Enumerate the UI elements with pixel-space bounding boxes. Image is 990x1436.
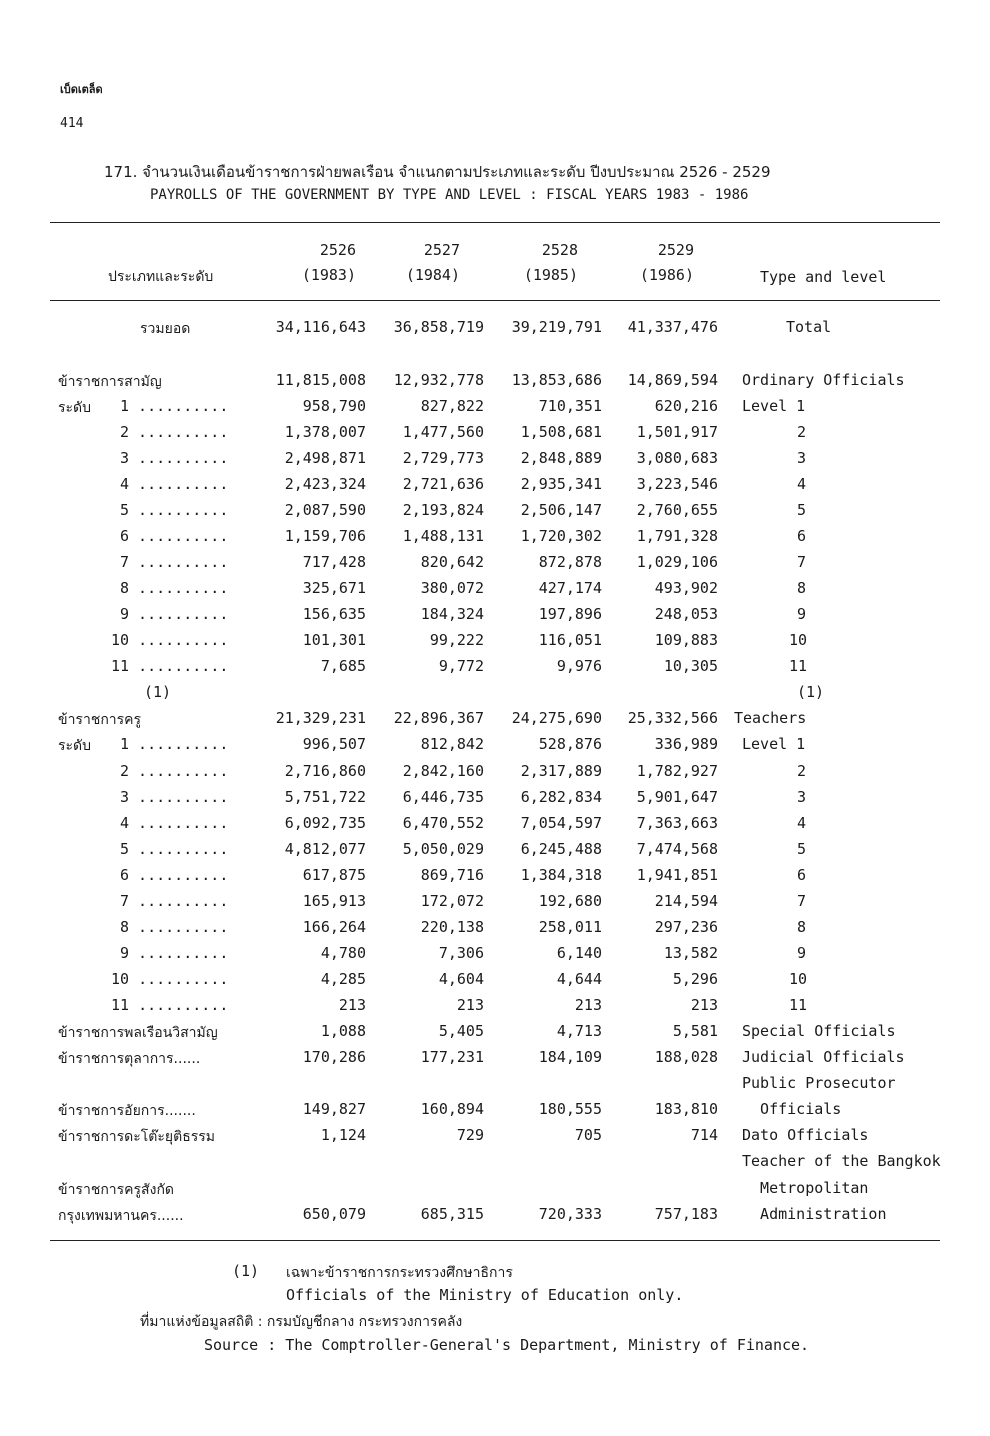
cell-value-year-2: 2,729,773 — [402, 449, 484, 467]
table-row — [0, 318, 990, 344]
cell-value-year-3: 6,140 — [556, 944, 602, 962]
row-label-english: 2 — [797, 423, 807, 441]
cell-value-year-3: 213 — [574, 996, 602, 1014]
row-level: 3 .......... — [120, 788, 229, 806]
table-row — [0, 918, 990, 944]
cell-value-year-2: 5,050,029 — [402, 840, 484, 858]
table-row — [0, 866, 990, 892]
row-level: 7 .......... — [120, 892, 229, 910]
cell-value-year-2: 36,858,719 — [393, 318, 484, 336]
row-label-english: 3 — [797, 788, 807, 806]
cell-value-year-2: 729 — [456, 1126, 484, 1144]
table-row — [0, 1152, 990, 1178]
cell-value-year-1: 325,671 — [302, 579, 366, 597]
row-label-english: 4 — [797, 814, 807, 832]
cell-value-year-4: 13,582 — [663, 944, 718, 962]
row-label-english: Level 1 — [742, 735, 806, 753]
cell-value-year-2: 2,193,824 — [402, 501, 484, 519]
table-title-english: PAYROLLS OF THE GOVERNMENT BY TYPE AND LEVEL : FISCAL YEARS 1983 - 1986 — [150, 187, 749, 203]
cell-value-year-3: 872,878 — [538, 553, 602, 571]
cell-value-year-3: 2,848,889 — [520, 449, 602, 467]
cell-value-year-4: 5,296 — [672, 970, 718, 988]
row-label-english: 7 — [797, 553, 807, 571]
cell-value-year-4: 41,337,476 — [627, 318, 718, 336]
header-rule — [50, 300, 940, 301]
row-level: 4 .......... — [120, 814, 229, 832]
row-level: 7 .......... — [120, 553, 229, 571]
cell-value-year-3: 9,976 — [556, 657, 602, 675]
type-level-label-english: Type and level — [760, 268, 887, 286]
table-row — [0, 788, 990, 814]
cell-value-year-2: 869,716 — [420, 866, 484, 884]
source-thai: ที่มาแห่งข้อมูลสถิติ : กรมบัญชีกลาง กระทรวงการคลัง — [140, 1314, 463, 1330]
year-th-2526: 2526 — [319, 241, 356, 259]
cell-value-year-4: 1,782,927 — [636, 762, 718, 780]
cell-value-year-2: 380,072 — [420, 579, 484, 597]
cell-value-year-3: 710,351 — [538, 397, 602, 415]
row-level: 3 .......... — [120, 449, 229, 467]
footnote-marker: (1) — [232, 1262, 260, 1280]
cell-value-year-1: 2,423,324 — [284, 475, 366, 493]
cell-value-year-4: 183,810 — [654, 1100, 718, 1118]
table-row — [0, 579, 990, 605]
cell-value-year-3: 24,275,690 — [511, 709, 602, 727]
cell-value-year-1: 4,285 — [320, 970, 366, 988]
cell-value-year-1: 21,329,231 — [275, 709, 366, 727]
year-en-1986: (1986) — [639, 266, 694, 284]
cell-value-year-1: 2,087,590 — [284, 501, 366, 519]
cell-value-year-4: 620,216 — [654, 397, 718, 415]
row-label-thai: ข้าราชการครูสังกัด — [58, 1182, 175, 1198]
cell-value-year-4: 5,581 — [672, 1022, 718, 1040]
table-row — [0, 1179, 990, 1205]
bottom-rule — [50, 1240, 940, 1241]
year-th-2528: 2528 — [541, 241, 578, 259]
cell-value-year-2: 4,604 — [438, 970, 484, 988]
cell-value-year-1: 617,875 — [302, 866, 366, 884]
row-level: 9 .......... — [120, 605, 229, 623]
row-label-english: 11 — [789, 996, 808, 1014]
cell-value-year-1: 1,159,706 — [284, 527, 366, 545]
row-label-english: Total — [786, 318, 832, 336]
table-row — [0, 1100, 990, 1126]
cell-value-year-3: 7,054,597 — [520, 814, 602, 832]
footnote-thai: เฉพาะข้าราชการกระทรวงศึกษาธิการ — [286, 1265, 513, 1281]
top-rule — [50, 222, 940, 223]
row-label-english: 6 — [797, 866, 807, 884]
table-row — [0, 631, 990, 657]
cell-value-year-1: 4,812,077 — [284, 840, 366, 858]
cell-value-year-1: 2,498,871 — [284, 449, 366, 467]
cell-value-year-1: 34,116,643 — [275, 318, 366, 336]
cell-value-year-3: 427,174 — [538, 579, 602, 597]
table-row — [0, 423, 990, 449]
cell-value-year-3: 184,109 — [538, 1048, 602, 1066]
table-row — [0, 449, 990, 475]
cell-value-year-4: 297,236 — [654, 918, 718, 936]
cell-value-year-3: 192,680 — [538, 892, 602, 910]
row-label-english: 9 — [797, 944, 807, 962]
table-row — [0, 1022, 990, 1048]
row-level: 11 .......... — [111, 657, 229, 675]
cell-value-year-2: 99,222 — [429, 631, 484, 649]
table-row — [0, 371, 990, 397]
table-row — [0, 709, 990, 735]
year-th-2527: 2527 — [423, 241, 460, 259]
row-level: 6 .......... — [120, 866, 229, 884]
cell-value-year-3: 39,219,791 — [511, 318, 602, 336]
cell-value-year-3: 720,333 — [538, 1205, 602, 1223]
table-row — [0, 735, 990, 761]
cell-value-year-2: 213 — [456, 996, 484, 1014]
table-row — [0, 475, 990, 501]
table-row — [0, 840, 990, 866]
table-row — [0, 1205, 990, 1231]
cell-value-year-3: 2,506,147 — [520, 501, 602, 519]
row-label-thai: ข้าราชการสามัญ — [58, 374, 162, 390]
cell-value-year-2: 6,446,735 — [402, 788, 484, 806]
cell-value-year-4: 213 — [690, 996, 718, 1014]
row-level: 9 .......... — [120, 944, 229, 962]
cell-value-year-3: 258,011 — [538, 918, 602, 936]
row-label-english: Dato Officials — [742, 1126, 869, 1144]
row-label-english: 8 — [797, 579, 807, 597]
cell-value-year-4: 14,869,594 — [627, 371, 718, 389]
cell-value-year-3: 1,384,318 — [520, 866, 602, 884]
cell-value-year-1: 11,815,008 — [275, 371, 366, 389]
cell-value-year-4: 25,332,566 — [627, 709, 718, 727]
cell-value-year-4: 7,474,568 — [636, 840, 718, 858]
cell-value-year-4: 336,989 — [654, 735, 718, 753]
row-label-english: 2 — [797, 762, 807, 780]
row-label-english: Special Officials — [742, 1022, 896, 1040]
cell-value-year-1: 996,507 — [302, 735, 366, 753]
cell-value-year-4: 714 — [690, 1126, 718, 1144]
row-label-english: 8 — [797, 918, 807, 936]
cell-value-year-4: 3,080,683 — [636, 449, 718, 467]
page-number: 414 — [60, 116, 84, 131]
cell-value-year-4: 1,029,106 — [636, 553, 718, 571]
cell-value-year-4: 493,902 — [654, 579, 718, 597]
table-title-thai: 171. จำนวนเงินเดือนข้าราชการฝ่ายพลเรือน จำแนกตามประเภทและระดับ ปีงบประมาณ 2526 - 2529 — [104, 163, 771, 181]
cell-value-year-2: 812,842 — [420, 735, 484, 753]
cell-value-year-3: 6,245,488 — [520, 840, 602, 858]
table-row — [0, 762, 990, 788]
row-label-english: (1) — [797, 683, 825, 701]
row-level: 10 .......... — [111, 970, 229, 988]
cell-value-year-2: 2,721,636 — [402, 475, 484, 493]
cell-value-year-2: 22,896,367 — [393, 709, 484, 727]
page-header: เบ็ดเตล็ด — [60, 83, 103, 96]
cell-value-year-3: 116,051 — [538, 631, 602, 649]
cell-value-year-2: 177,231 — [420, 1048, 484, 1066]
cell-value-year-1: 1,088 — [320, 1022, 366, 1040]
cell-value-year-1: 717,428 — [302, 553, 366, 571]
row-level: 5 .......... — [120, 840, 229, 858]
table-row — [0, 657, 990, 683]
row-level: 2 .......... — [120, 762, 229, 780]
table-row — [0, 814, 990, 840]
row-label-english: Administration — [742, 1205, 887, 1223]
cell-value-year-2: 2,842,160 — [402, 762, 484, 780]
row-label-english: 3 — [797, 449, 807, 467]
cell-value-year-3: 1,508,681 — [520, 423, 602, 441]
row-level: 4 .......... — [120, 475, 229, 493]
cell-value-year-1: 6,092,735 — [284, 814, 366, 832]
cell-value-year-2: 5,405 — [438, 1022, 484, 1040]
row-label-english: 5 — [797, 501, 807, 519]
row-label-english: 11 — [789, 657, 808, 675]
cell-value-year-2: 184,324 — [420, 605, 484, 623]
cell-value-year-2: 12,932,778 — [393, 371, 484, 389]
cell-value-year-1: 958,790 — [302, 397, 366, 415]
cell-value-year-4: 2,760,655 — [636, 501, 718, 519]
row-label-english: Judicial Officials — [742, 1048, 905, 1066]
cell-value-year-3: 4,713 — [556, 1022, 602, 1040]
cell-value-year-1: 149,827 — [302, 1100, 366, 1118]
table-row — [0, 527, 990, 553]
cell-value-year-1: 156,635 — [302, 605, 366, 623]
cell-value-year-4: 1,791,328 — [636, 527, 718, 545]
row-level: 5 .......... — [120, 501, 229, 519]
row-label-english: 4 — [797, 475, 807, 493]
cell-value-year-1: 5,751,722 — [284, 788, 366, 806]
row-label-thai: กรุงเทพมหานคร...... — [58, 1208, 184, 1224]
row-level: (1) — [144, 683, 172, 701]
cell-value-year-1: 165,913 — [302, 892, 366, 910]
cell-value-year-2: 820,642 — [420, 553, 484, 571]
year-en-1983: (1983) — [301, 266, 356, 284]
cell-value-year-1: 4,780 — [320, 944, 366, 962]
table-row — [0, 683, 990, 709]
table-row — [0, 553, 990, 579]
row-label-thai: รวมยอด — [140, 321, 191, 337]
row-level: 2 .......... — [120, 423, 229, 441]
cell-value-year-1: 1,124 — [320, 1126, 366, 1144]
row-label-english: 7 — [797, 892, 807, 910]
cell-value-year-3: 2,935,341 — [520, 475, 602, 493]
cell-value-year-3: 180,555 — [538, 1100, 602, 1118]
row-level: 10 .......... — [111, 631, 229, 649]
year-en-1985: (1985) — [523, 266, 578, 284]
row-label-english: 5 — [797, 840, 807, 858]
row-label-english: Public Prosecutor — [742, 1074, 896, 1092]
cell-value-year-1: 170,286 — [302, 1048, 366, 1066]
row-label-english: 10 — [789, 970, 808, 988]
row-label-thai: ข้าราชการตุลาการ...... — [58, 1051, 201, 1067]
cell-value-year-1: 166,264 — [302, 918, 366, 936]
cell-value-year-3: 6,282,834 — [520, 788, 602, 806]
cell-value-year-4: 214,594 — [654, 892, 718, 910]
table-row — [0, 501, 990, 527]
cell-value-year-2: 7,306 — [438, 944, 484, 962]
cell-value-year-1: 101,301 — [302, 631, 366, 649]
cell-value-year-1: 213 — [338, 996, 366, 1014]
row-label-thai: ข้าราชการครู — [58, 712, 142, 728]
row-label-english: Level 1 — [742, 397, 806, 415]
row-label-english: 6 — [797, 527, 807, 545]
cell-value-year-4: 757,183 — [654, 1205, 718, 1223]
cell-value-year-1: 7,685 — [320, 657, 366, 675]
cell-value-year-4: 1,501,917 — [636, 423, 718, 441]
type-level-label-thai: ประเภทและระดับ — [108, 269, 214, 285]
row-label-english: Metropolitan — [742, 1179, 869, 1197]
table-row — [0, 605, 990, 631]
cell-value-year-4: 1,941,851 — [636, 866, 718, 884]
source-english: Source : The Comptroller-General's Department, Ministry of Finance. — [204, 1336, 810, 1354]
table-row — [0, 1074, 990, 1100]
row-level: 6 .......... — [120, 527, 229, 545]
cell-value-year-4: 188,028 — [654, 1048, 718, 1066]
table-row — [0, 1048, 990, 1074]
year-th-2529: 2529 — [657, 241, 694, 259]
cell-value-year-2: 827,822 — [420, 397, 484, 415]
cell-value-year-1: 2,716,860 — [284, 762, 366, 780]
row-label-thai: ข้าราชการอัยการ....... — [58, 1103, 196, 1119]
cell-value-year-1: 650,079 — [302, 1205, 366, 1223]
cell-value-year-4: 109,883 — [654, 631, 718, 649]
cell-value-year-2: 9,772 — [438, 657, 484, 675]
row-label-thai: ระดับ — [58, 738, 92, 754]
year-en-1984: (1984) — [405, 266, 460, 284]
cell-value-year-3: 4,644 — [556, 970, 602, 988]
cell-value-year-2: 1,477,560 — [402, 423, 484, 441]
cell-value-year-3: 528,876 — [538, 735, 602, 753]
cell-value-year-3: 197,896 — [538, 605, 602, 623]
footnote-english: Officials of the Ministry of Education only. — [286, 1286, 684, 1304]
cell-value-year-4: 5,901,647 — [636, 788, 718, 806]
cell-value-year-4: 7,363,663 — [636, 814, 718, 832]
row-level: 8 .......... — [120, 579, 229, 597]
row-label-english: Ordinary Officials — [742, 371, 905, 389]
row-level: 11 .......... — [111, 996, 229, 1014]
row-label-english: Teacher of the Bangkok — [742, 1152, 941, 1170]
cell-value-year-3: 2,317,889 — [520, 762, 602, 780]
cell-value-year-2: 685,315 — [420, 1205, 484, 1223]
row-level: 1 .......... — [120, 735, 229, 753]
cell-value-year-4: 10,305 — [663, 657, 718, 675]
cell-value-year-2: 6,470,552 — [402, 814, 484, 832]
cell-value-year-2: 220,138 — [420, 918, 484, 936]
row-label-english: Teachers — [734, 709, 807, 727]
row-label-thai: ระดับ — [58, 400, 92, 416]
row-level: 8 .......... — [120, 918, 229, 936]
cell-value-year-3: 13,853,686 — [511, 371, 602, 389]
cell-value-year-4: 248,053 — [654, 605, 718, 623]
row-label-thai: ข้าราชการพลเรือนวิสามัญ — [58, 1025, 218, 1041]
row-label-english: 10 — [789, 631, 808, 649]
table-row — [0, 970, 990, 996]
table-row — [0, 996, 990, 1022]
row-label-english: Officials — [742, 1100, 842, 1118]
cell-value-year-2: 160,894 — [420, 1100, 484, 1118]
cell-value-year-3: 1,720,302 — [520, 527, 602, 545]
table-row — [0, 892, 990, 918]
cell-value-year-4: 3,223,546 — [636, 475, 718, 493]
row-label-english: 9 — [797, 605, 807, 623]
cell-value-year-2: 172,072 — [420, 892, 484, 910]
row-level: 1 .......... — [120, 397, 229, 415]
table-row — [0, 944, 990, 970]
table-row — [0, 397, 990, 423]
cell-value-year-1: 1,378,007 — [284, 423, 366, 441]
table-row — [0, 1126, 990, 1152]
cell-value-year-2: 1,488,131 — [402, 527, 484, 545]
cell-value-year-3: 705 — [574, 1126, 602, 1144]
row-label-thai: ข้าราชการดะโต๊ะยุติธรรม — [58, 1129, 216, 1145]
